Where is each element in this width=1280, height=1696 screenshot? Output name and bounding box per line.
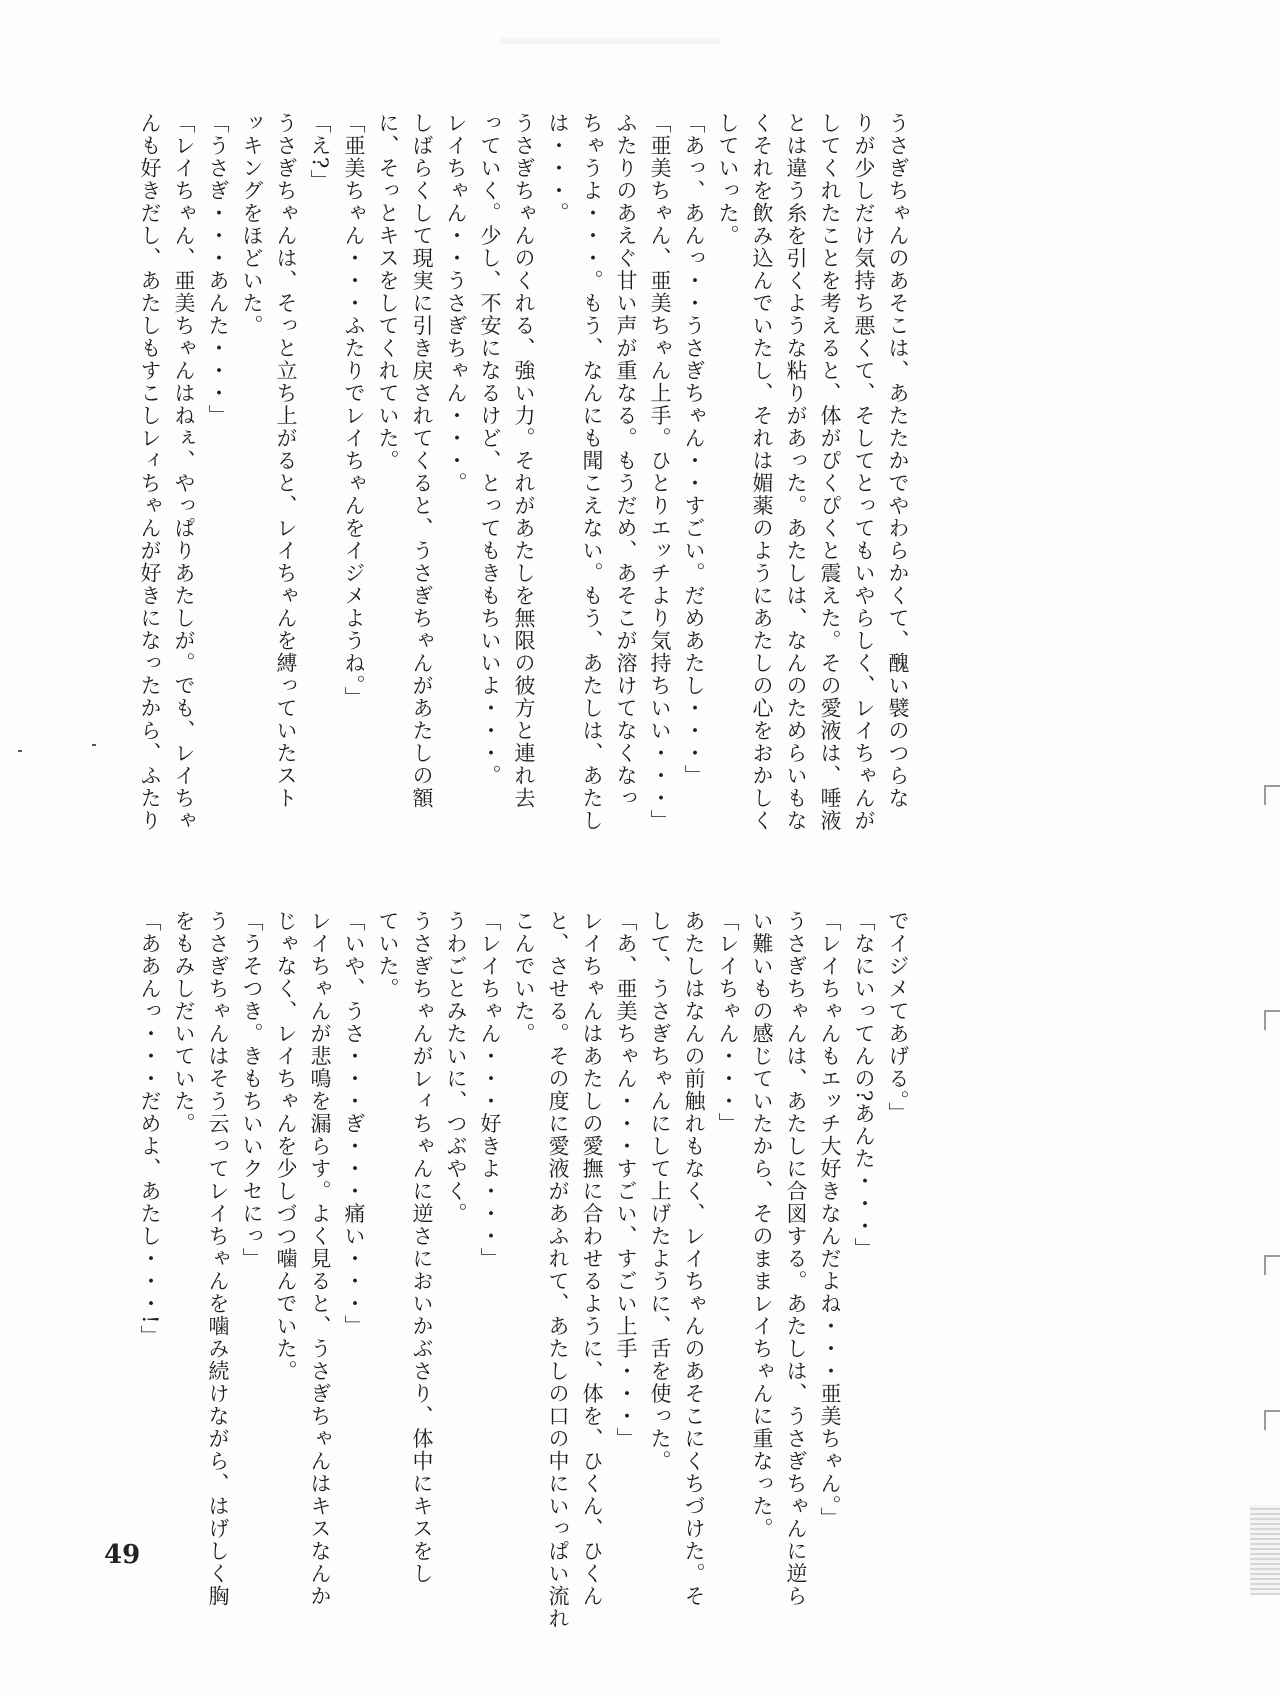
text-line: 「あ、亜美ちゃん・・・すごい、すごい上手・・・」 bbox=[614, 910, 638, 1450]
binding-edge-mark bbox=[1264, 1010, 1280, 1030]
text-line: レイちゃんはあたしの愛撫に合わせるように、体を、ひくん、ひくん bbox=[580, 910, 604, 1608]
text-line: 「あっ、あんっ・・うさぎちゃん・・すごい。だめあたし・・・」 bbox=[682, 112, 706, 787]
text-line: とは違う糸を引くような粘りがあった。あたしは、なんのためらいもな bbox=[784, 112, 808, 832]
text-line: 「え?」 bbox=[308, 112, 332, 193]
text-line: をもみしだいていた。 bbox=[172, 910, 196, 1135]
text-line: 「亜美ちゃん、亜美ちゃん上手。ひとりエッチより気持ちいい・・・」 bbox=[648, 112, 672, 832]
text-line: は・・・。 bbox=[546, 112, 570, 225]
text-line: あたしはなんの前触れもなく、レイちゃんのあそこにくちづけた。そ bbox=[682, 910, 706, 1608]
text-line: 「うさぎ・・・あんた・・・」 bbox=[206, 112, 230, 427]
page-number: 49 bbox=[104, 1540, 141, 1570]
binding-edge-mark bbox=[1264, 785, 1280, 805]
text-line: うさぎちゃんは、あたしに合図する。あたしは、うさぎちゃんに逆ら bbox=[784, 910, 808, 1608]
text-line: んも好きだし、あたしもすこしレィちゃんが好きになったから、ふたり bbox=[138, 112, 162, 832]
text-line: い難いもの感じていたから、そのままレイちゃんに重なった。 bbox=[750, 910, 774, 1540]
text-line: ていた。 bbox=[376, 910, 400, 1000]
text-line: ふたりのあえぐ甘い声が重なる。もうだめ、あそこが溶けてなくなっ bbox=[614, 112, 638, 810]
text-line: ちゃうよ・・・。もう、なんにも聞こえない。もう、あたしは、あたし bbox=[580, 112, 604, 832]
text-line: して、うさぎちゃんにして上げたように、舌を使った。 bbox=[648, 910, 672, 1473]
text-line: りが少しだけ気持ち悪くて、そしてとってもいやらしく、レイちゃんが bbox=[852, 112, 876, 832]
text-line: していった。 bbox=[716, 112, 740, 247]
text-line: してくれたことを考えると、体がぴくぴくと震えた。その愛液は、唾液 bbox=[818, 112, 842, 832]
binding-edge-mark bbox=[1264, 1410, 1280, 1430]
page-edge-shading bbox=[1250, 1505, 1280, 1595]
text-line: っていく。少し、不安になるけど、とってもきもちいいよ・・・。 bbox=[478, 112, 502, 787]
text-line: うさぎちゃんのあそこは、あたたかでやわらかくて、醜い襞のつらな bbox=[886, 112, 910, 810]
text-line: 「レイちゃん・・・好きよ・・・」 bbox=[478, 910, 502, 1270]
text-line: 「ああんっ・・・だめよ、あたし・・・!」 bbox=[138, 910, 162, 1348]
text-line: うさぎちゃんがレィちゃんに逆さにおいかぶさり、体中にキスをし bbox=[410, 910, 434, 1585]
text-line: 「なにいってんの?あんた・・・」 bbox=[852, 910, 876, 1261]
text-line: 「レイちゃん・・・」 bbox=[716, 910, 740, 1135]
text-line: 「亜美ちゃん・・・ふたりでレイちゃんをイジメようね。」 bbox=[342, 112, 366, 709]
text-line: うさぎちゃんは、そっと立ち上がると、レイちゃんを縛っていたスト bbox=[274, 112, 298, 810]
text-line: 「いや、うさ・・・ぎ・・・痛い・・・」 bbox=[342, 910, 366, 1338]
text-line: しばらくして現実に引き戻されてくると、うさぎちゃんがあたしの額 bbox=[410, 112, 434, 810]
text-line: うさぎちゃんはそう云ってレイちゃんを噛み続けながら、はげしく胸 bbox=[206, 910, 230, 1608]
upper-text-block bbox=[133, 112, 915, 832]
text-line: 「レイちゃん、亜美ちゃんはねぇ、やっぱりあたしが。でも、レイちゃ bbox=[172, 112, 196, 832]
text-line: くそれを飲み込んでいたし、それは媚薬のようにあたしの心をおかしく bbox=[750, 112, 774, 832]
text-line: こんでいた。 bbox=[512, 910, 536, 1045]
text-line: うさぎちゃんのくれる、強い力。それがあたしを無限の彼方と連れ去 bbox=[512, 112, 536, 810]
text-line: と、させる。その度に愛液があふれて、あたしの口の中にいっぱい流れ bbox=[546, 910, 570, 1630]
text-line: 「うそつき。きもちいいクセにっ」 bbox=[240, 910, 264, 1270]
text-line: に、そっとキスをしてくれていた。 bbox=[376, 112, 400, 472]
text-line: じゃなく、レイちゃんを少しづつ噛んでいた。 bbox=[274, 910, 298, 1383]
bleed-through-header bbox=[500, 22, 800, 36]
scan-speck bbox=[92, 744, 96, 746]
text-line: レイちゃんが悲鳴を漏らす。よく見ると、うさぎちゃんはキスなんか bbox=[308, 910, 332, 1608]
text-line: ッキングをほどいた。 bbox=[240, 112, 264, 337]
scan-speck bbox=[18, 750, 22, 752]
text-line: でイジメてあげる。」 bbox=[886, 910, 910, 1125]
lower-text-block bbox=[133, 910, 915, 1630]
text-line: うわごとみたいに、つぶやく。 bbox=[444, 910, 468, 1225]
bleed-through-mark bbox=[500, 38, 720, 44]
text-line: 「レイちゃんもエッチ大好きなんだよね・・・亜美ちゃん。」 bbox=[818, 910, 842, 1530]
text-line: レイちゃん・・うさぎちゃん・・・。 bbox=[444, 112, 468, 495]
binding-edge-mark bbox=[1264, 1255, 1280, 1275]
